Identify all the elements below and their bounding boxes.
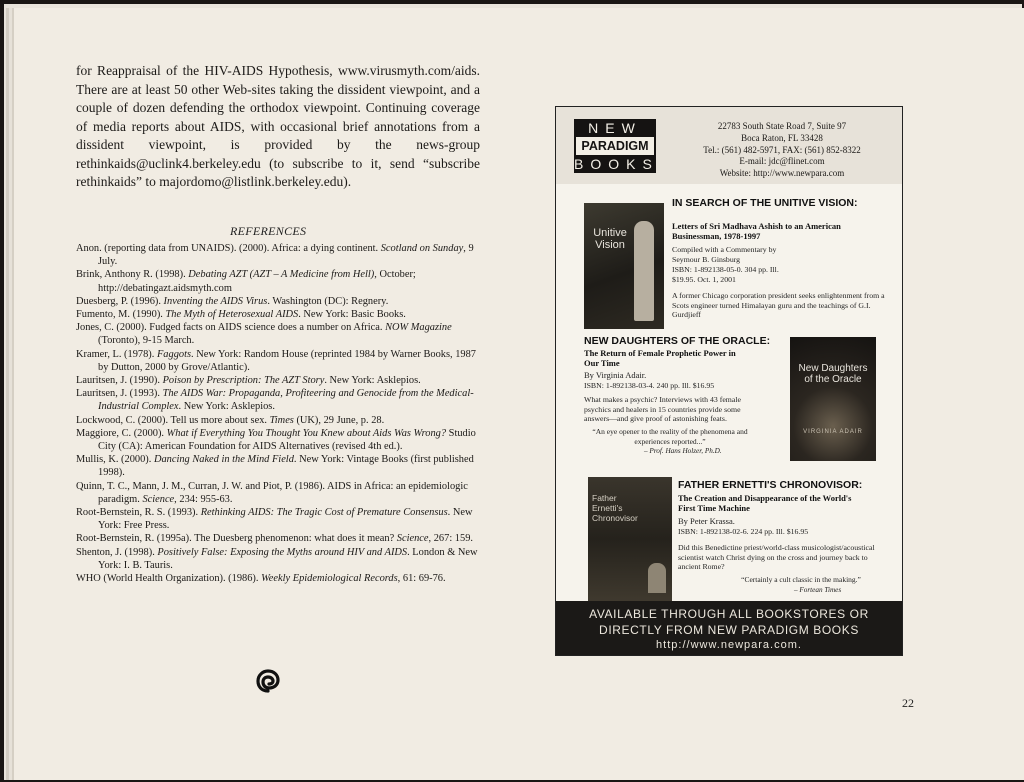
- reference-details: , 9 July.: [98, 243, 474, 268]
- reference-item: [76, 480, 486, 506]
- reference-item: [76, 242, 486, 268]
- reference-item: [76, 427, 486, 453]
- contact-city: Boca Raton, FL 33428: [741, 132, 823, 143]
- reference-details: . New York: Basic Books.: [298, 309, 406, 321]
- reference-title: Rethinking AIDS: The Tragic Cost of Premature Consensus: [200, 507, 448, 519]
- cover-title: Father Ernetti's Chronovisor: [592, 493, 638, 523]
- reference-item: [76, 268, 486, 294]
- reference-details: . London & New York: I. B. Tauris.: [98, 546, 478, 571]
- reference-title: Scotland on Sunday: [380, 243, 464, 254]
- reference-title: Poison by Prescription: The AZT Story: [162, 375, 325, 387]
- publisher-contact: [676, 121, 888, 180]
- publisher-logo: [574, 119, 659, 173]
- logo-line-books: BOOKS: [574, 156, 659, 172]
- reference-item: [76, 572, 486, 585]
- book-cover-chronovisor: [588, 477, 672, 601]
- reference-title: The AIDS War: Propaganda, Profiteering and Genocide from the Medical-Industrial Complex: [98, 388, 474, 413]
- reference-item: [76, 295, 486, 308]
- reference-text: Fumento, M. (1990).: [76, 309, 166, 321]
- book1-title: IN SEARCH OF THE UNITIVE VISION:: [672, 197, 858, 209]
- book1-subtitle: Letters of Sri Madhava Ashish to an American Businessman, 1978-1997: [672, 221, 841, 241]
- book2-author: By Virginia Adair.: [584, 370, 647, 380]
- ad-footer: [556, 601, 902, 655]
- reference-text: Brink, Anthony R. (1998).: [76, 269, 189, 281]
- logo-line-paradigm: PARADIGM: [574, 137, 656, 155]
- reference-text: Lockwood, C. (2000). Tell us more about sex.: [76, 414, 270, 426]
- book3-subtitle: The Creation and Disappearance of the World's First Time Machine: [678, 493, 852, 513]
- book2-blurb: What makes a psychic? Interviews with 43 female psychics and healers in 15 countries provide some answers—and give proof of astonishing feats.: [584, 395, 741, 424]
- book1-credit: Compiled with a Commentary by Seymour B. Ginsburg: [672, 245, 777, 264]
- references-list: [76, 242, 486, 585]
- book3-isbn: ISBN: 1-892138-02-6. 224 pp. Ill. $16.95: [678, 527, 809, 536]
- reference-text: Anon. (reporting data from UNAIDS). (2000). Africa: a dying continent.: [76, 243, 381, 254]
- reference-item: [76, 321, 486, 347]
- reference-item: [76, 453, 486, 479]
- reference-item: [76, 348, 486, 374]
- book3-author: By Peter Krassa.: [678, 516, 735, 526]
- contact-website: Website: http://www.newpara.com: [719, 168, 845, 179]
- reference-text: Shenton, J. (1998).: [76, 546, 158, 558]
- footer-website: http://www.newpara.com.: [656, 639, 802, 651]
- book2-title: NEW DAUGHTERS OF THE ORACLE:: [584, 335, 771, 347]
- reference-details: , 61: 69-76.: [397, 573, 446, 585]
- reference-details: . New York: Asklepios.: [178, 401, 275, 413]
- reference-text: Lauritsen, J. (1993).: [76, 388, 163, 400]
- book3-attribution: – Fortean Times: [794, 586, 842, 594]
- book-cover-unitive-vision: [584, 203, 664, 329]
- book2-isbn: ISBN: 1-892138-03-4. 240 pp. Ill. $16.95: [584, 381, 715, 390]
- reference-item: [76, 308, 486, 321]
- reference-text: Mullis, K. (2000).: [76, 454, 154, 466]
- reference-title: Science: [396, 533, 429, 545]
- book1-blurb: A former Chicago corporation president seeks enlightenment from a Scots engineer turned Himalayan guru and the teachings of G.I. Gurdjieff: [672, 291, 885, 320]
- reference-details: (Toronto), 9-15 March.: [98, 335, 195, 347]
- references-heading: REFERENCES: [230, 224, 307, 238]
- book1-price: $19.95. Oct. 1, 2001: [672, 275, 736, 284]
- reference-details: , 234: 955-63.: [174, 493, 233, 505]
- reference-title: What if Everything You Thought You Knew about Aids Was Wrong?: [166, 427, 447, 439]
- page-number: 22: [902, 696, 914, 710]
- body-paragraph: for Reappraisal of the HIV-AIDS Hypothesis, www.virusmyth.com/aids. There are at least 50 other Web-sites taking the dissident viewpoint, and a couple of dozen defending the orthodox viewpoint. Continuing coverage of media reports about AIDS, with occasional brief annotations from a dissident viewpoint, is provided by the news-group rethinkaids@uclink4.berkeley.edu (to subscribe to it, send “subscribe rethinkaids” to majordomo@listlink.berkeley.edu).: [76, 63, 480, 189]
- reference-text: Root-Bernstein, R. (1995a). The Duesberg phenomenon: what does it mean?: [76, 533, 397, 545]
- contact-address: 22783 South State Road 7, Suite 97: [717, 121, 847, 131]
- reference-details: . New York: Free Press.: [98, 507, 473, 532]
- reference-item: [76, 374, 486, 387]
- reference-title: Debating AZT (AZT – A Medicine from Hell): [188, 269, 375, 281]
- reference-details: . Washington (DC): Regnery.: [267, 295, 389, 307]
- reference-title: Weekly Epidemiological Records: [261, 573, 398, 585]
- reference-title: NOW Magazine: [385, 322, 452, 334]
- new-paradigm-books-ad: [555, 106, 903, 656]
- book1-isbn: ISBN: 1-892138-05-0. 304 pp. Ill.: [672, 265, 779, 274]
- reference-title: Dancing Naked in the Mind Field: [153, 454, 294, 466]
- reference-text: Quinn, T. C., Mann, J. M., Curran, J. W. and Piot, P. (1986). AIDS in Africa: an epidemiologic paradigm.: [76, 480, 468, 505]
- reference-details: . New York: Asklepios.: [324, 375, 421, 387]
- reference-text: Root-Bernstein, R. S. (1993).: [76, 507, 201, 519]
- book2-attribution: – Prof. Hans Holzer, Ph.D.: [644, 447, 722, 455]
- book-cover-new-daughters: [790, 337, 876, 461]
- reference-details: . New York: Vintage Books (first published 1998).: [98, 454, 474, 479]
- reference-text: Maggiore, C. (2000).: [76, 427, 167, 439]
- footer-line-1: AVAILABLE THROUGH ALL BOOKSTORES OR: [589, 607, 869, 621]
- book3-quote: “Certainly a cult classic in the making.”: [741, 575, 861, 584]
- book3-title: FATHER ERNETTI'S CHRONOVISOR:: [678, 479, 863, 491]
- reference-title: Faggots: [156, 348, 192, 360]
- reference-item: [76, 532, 486, 545]
- logo-line-new: NEW: [574, 119, 656, 137]
- reference-title: Inventing the AIDS Virus: [163, 295, 268, 307]
- ad-header: [556, 107, 902, 184]
- cover-title: New Daughters of the Oracle: [798, 363, 868, 385]
- reference-details: . New York: Random House (reprinted 1984 by Warner Books, 1987 by Dutton, 2000 by Grove/Atlantic).: [98, 348, 476, 373]
- reference-item: [76, 414, 486, 427]
- reference-title: Times: [269, 414, 294, 426]
- cover-title: Unitive Vision: [593, 227, 627, 251]
- reference-text: WHO (World Health Organization). (1986).: [76, 573, 262, 585]
- spiral-logo-icon: [255, 668, 281, 694]
- contact-phone: Tel.: (561) 482-5971, FAX: (561) 852-8322: [703, 144, 861, 155]
- contact-email: E-mail: jdc@flinet.com: [739, 156, 825, 167]
- reference-item: [76, 506, 486, 532]
- reference-title: Positively False: Exposing the Myths around HIV and AIDS: [157, 546, 408, 558]
- reference-item: [76, 546, 486, 572]
- reference-item: [76, 387, 486, 413]
- reference-text: Lauritsen, J. (1990).: [76, 375, 163, 387]
- cover-figure-image: [648, 563, 666, 593]
- reference-text: Jones, C. (2000). Fudged facts on AIDS science does a number on Africa.: [76, 322, 386, 334]
- reference-details: , October; http://debatingazt.aidsmyth.com: [98, 269, 416, 294]
- reference-text: Kramer, L. (1978).: [76, 348, 157, 360]
- cover-author: VIRGINIA ADAIR: [803, 429, 863, 435]
- reference-title: The Myth of Heterosexual AIDS: [165, 309, 299, 321]
- reference-details: Studio City (CA): American Foundation for AIDS Alternatives (revised 4th ed.).: [98, 427, 476, 453]
- reference-details: (UK), 29 June, p. 28.: [293, 414, 385, 426]
- cover-figure-image: [634, 221, 654, 321]
- book3-blurb: Did this Benedictine priest/world-class musicologist/acoustical scientist watch Christ dying on the cross and journey back to ancient Rome?: [678, 543, 875, 572]
- book2-subtitle: The Return of Female Prophetic Power in Our Time: [584, 348, 736, 368]
- footer-line-2: DIRECTLY FROM NEW PARADIGM BOOKS: [599, 623, 859, 637]
- reference-title: Science: [142, 493, 175, 505]
- reference-details: , 267: 159.: [428, 533, 473, 545]
- book2-quote: “An eye opener to the reality of the phenomena and experiences reported...”: [592, 427, 748, 446]
- reference-text: Duesberg, P. (1996).: [76, 295, 164, 307]
